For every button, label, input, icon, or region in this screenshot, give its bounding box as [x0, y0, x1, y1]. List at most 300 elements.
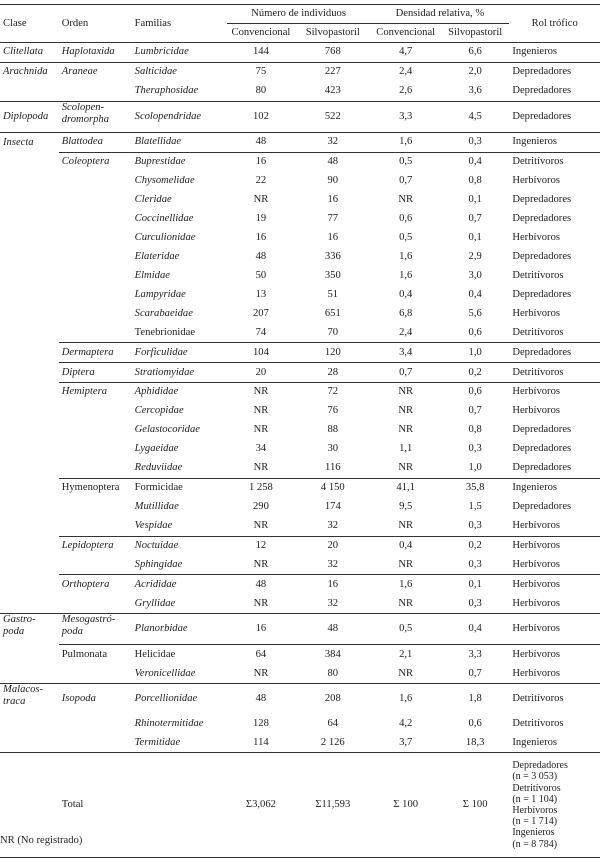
- cell-d-silvopastoril: 0,3: [468, 520, 482, 532]
- cell-rol: Detritívoros: [509, 684, 600, 715]
- cell-rol: Depredadores: [509, 343, 600, 363]
- table-row: [0, 555, 600, 574]
- cell-rol: Depredadores: [512, 250, 572, 262]
- cell-familia: Noctuidae: [132, 536, 227, 555]
- cell-n-convencional: 48: [255, 250, 267, 262]
- cell-n-convencional: NR: [253, 424, 269, 436]
- cell-familia: Buprestidae: [132, 152, 227, 171]
- cell-n-silvopastoril: 32: [327, 597, 339, 609]
- cell-familia: Curculionidae: [134, 231, 196, 243]
- table-row: [0, 285, 600, 304]
- cell-d-silvopastoril: 18,3: [465, 736, 485, 748]
- cell-n-silvopastoril: 32: [327, 520, 339, 532]
- cell-n-silvopastoril: 20: [295, 536, 370, 555]
- cell-d-convencional: 0,4: [399, 288, 413, 300]
- cell-n-silvopastoril: 64: [327, 717, 339, 729]
- total-role-line: (n = 1 714): [512, 816, 558, 828]
- table-row: [0, 210, 600, 229]
- cell-clase: [0, 575, 59, 594]
- cell-clase: [0, 714, 59, 733]
- cell-clase: [0, 343, 59, 363]
- cell-d-silvopastoril: 0,7: [468, 667, 482, 679]
- cell-clase: [0, 733, 59, 752]
- cell-n-silvopastoril: 48: [295, 152, 370, 171]
- table-row: [0, 363, 600, 383]
- cell-orden: Hymenoptera: [59, 478, 132, 497]
- col-orden: Orden: [61, 17, 89, 29]
- cell-rol: Herbívoros: [509, 383, 600, 402]
- cell-clase: [0, 229, 59, 248]
- cell-orden: Diptera: [59, 363, 132, 383]
- table-row: [0, 536, 600, 555]
- cell-n-convencional: NR: [253, 597, 269, 609]
- cell-d-silvopastoril: 0,4: [441, 152, 509, 171]
- cell-n-convencional: 290: [252, 501, 269, 513]
- cell-rol: Herbívoros: [512, 667, 560, 679]
- cell-n-silvopastoril: 208: [295, 684, 370, 715]
- cell-orden: [59, 304, 132, 323]
- cell-rol: Depredadores: [512, 85, 572, 97]
- cell-d-convencional: 0,4: [370, 536, 441, 555]
- cell-n-convencional: NR: [253, 520, 269, 532]
- cell-familia: Helicidae: [132, 645, 227, 664]
- cell-n-silvopastoril: 76: [327, 405, 339, 417]
- cell-orden: [59, 285, 132, 304]
- cell-orden: [59, 459, 132, 478]
- table-row: [0, 247, 600, 266]
- cell-n-convencional: 144: [227, 43, 295, 63]
- cell-d-convencional: 41,1: [370, 478, 441, 497]
- cell-familia: Stratiomyidae: [132, 363, 227, 383]
- cell-clase: [0, 383, 59, 402]
- table-row: [0, 266, 600, 285]
- cell-d-convencional: 4,2: [399, 717, 413, 729]
- cell-clase: [0, 517, 59, 536]
- cell-n-silvopastoril: 30: [327, 443, 339, 455]
- subcol-d-silvopastoril: Silvopastoril: [448, 27, 503, 38]
- cell-n-convencional: 16: [227, 152, 295, 171]
- cell-rol: Detritívoros: [512, 326, 564, 338]
- cell-d-convencional: 1,6: [399, 269, 413, 281]
- cell-familia: Elmidae: [134, 269, 170, 281]
- cell-d-convencional: 2,6: [399, 85, 413, 97]
- table-row: [0, 714, 600, 733]
- table-row: [0, 101, 600, 132]
- cell-orden: [59, 440, 132, 459]
- cell-clase: [0, 402, 59, 421]
- cell-orden: Blattodea: [59, 132, 132, 152]
- cell-familia: Scarabaeidae: [134, 307, 193, 319]
- cell-clase: [0, 645, 59, 664]
- cell-rol: Herbívoros: [512, 558, 560, 570]
- cell-n-silvopastoril: 16: [327, 194, 339, 206]
- table-row: [0, 304, 600, 323]
- cell-familia: Tenebrionidae: [134, 326, 196, 338]
- cell-familia: Lygaeidae: [134, 443, 179, 455]
- table-row: [0, 498, 600, 517]
- cell-d-convencional: NR: [398, 667, 414, 679]
- cell-n-silvopastoril: 70: [327, 326, 339, 338]
- cell-n-convencional: 48: [227, 132, 295, 152]
- cell-d-silvopastoril: 3,0: [468, 269, 482, 281]
- cell-d-silvopastoril: 0,1: [468, 231, 482, 243]
- cell-clase: [0, 555, 59, 574]
- total-d-silvopastoril: Σ 100: [441, 753, 509, 858]
- cell-n-convencional: 1 258: [227, 478, 295, 497]
- cell-d-silvopastoril: 3,3: [441, 645, 509, 664]
- cell-rol: Herbívoros: [509, 614, 600, 645]
- cell-rol: Herbívoros: [512, 231, 560, 243]
- cell-d-silvopastoril: 5,6: [468, 307, 482, 319]
- cell-rol: Ingenieros: [509, 478, 600, 497]
- cell-d-silvopastoril: 0,8: [468, 175, 482, 187]
- cell-n-silvopastoril: 227: [295, 62, 370, 81]
- table-row: [0, 43, 600, 63]
- cell-clase: Clitellata: [0, 43, 59, 63]
- cell-n-convencional: 48: [227, 575, 295, 594]
- table-row: [0, 62, 600, 81]
- cell-n-convencional: 50: [255, 269, 267, 281]
- cell-orden: [59, 266, 132, 285]
- cell-d-silvopastoril: 0,3: [468, 443, 482, 455]
- table-row: [0, 323, 600, 342]
- subcol-n-convencional: Convencional: [231, 27, 291, 38]
- cell-familia: Gryllidae: [134, 597, 176, 609]
- cell-n-silvopastoril: 350: [324, 269, 341, 281]
- total-role-line: Detritívoros: [512, 782, 561, 794]
- cell-d-silvopastoril: 0,4: [468, 288, 482, 300]
- cell-n-convencional: 34: [255, 443, 267, 455]
- col-rol-trofico: Rol trófico: [531, 17, 578, 29]
- cell-d-convencional: NR: [398, 424, 414, 436]
- cell-familia: Rhinotermitidae: [134, 717, 204, 729]
- cell-n-silvopastoril: 28: [295, 363, 370, 383]
- cell-clase: [0, 210, 59, 229]
- cell-clase: [0, 304, 59, 323]
- cell-n-convencional: 22: [255, 175, 267, 187]
- table-row: [0, 191, 600, 210]
- total-role-line: Ingenieros: [512, 827, 555, 839]
- cell-n-silvopastoril: 90: [327, 175, 339, 187]
- cell-d-silvopastoril: 35,8: [441, 478, 509, 497]
- table-row: [0, 517, 600, 536]
- cell-n-convencional: 128: [252, 717, 269, 729]
- cell-n-convencional: 114: [253, 736, 269, 748]
- cell-rol: Herbívoros: [509, 536, 600, 555]
- cell-orden: Orthoptera: [59, 575, 132, 594]
- cell-d-convencional: 0,5: [399, 231, 413, 243]
- table-row: [0, 664, 600, 683]
- cell-orden: Isopoda: [59, 684, 132, 715]
- cell-d-silvopastoril: 2,0: [441, 62, 509, 81]
- cell-d-silvopastoril: 0,2: [441, 363, 509, 383]
- cell-n-silvopastoril: 72: [295, 383, 370, 402]
- cell-familia: Chysomelidae: [134, 175, 195, 187]
- cell-orden: [59, 191, 132, 210]
- cell-clase: Insecta: [0, 132, 59, 152]
- cell-rol: Detritívoros: [509, 152, 600, 171]
- cell-d-convencional: 6,8: [399, 307, 413, 319]
- cell-d-convencional: NR: [370, 383, 441, 402]
- cell-n-silvopastoril: 336: [324, 250, 341, 262]
- cell-orden: Araneae: [59, 62, 132, 81]
- cell-d-silvopastoril: 0,8: [468, 424, 482, 436]
- cell-rol: Depredadores: [509, 62, 600, 81]
- total-row: [0, 753, 600, 858]
- table-row: [0, 132, 600, 152]
- cell-d-silvopastoril: 4,5: [441, 101, 509, 132]
- cell-rol: Detritívoros: [512, 717, 564, 729]
- cell-d-silvopastoril: 2,9: [468, 250, 482, 262]
- cell-clase: Malacos- traca: [0, 684, 59, 715]
- cell-orden: Hemiptera: [59, 383, 132, 402]
- cell-n-silvopastoril: 768: [295, 43, 370, 63]
- cell-n-silvopastoril: 423: [324, 85, 341, 97]
- cell-n-convencional: 20: [227, 363, 295, 383]
- table-row: [0, 594, 600, 613]
- table-row: [0, 421, 600, 440]
- cell-rol: Herbívoros: [512, 520, 560, 532]
- cell-d-convencional: 1,1: [399, 443, 413, 455]
- cell-n-convencional: NR: [253, 462, 269, 474]
- cell-familia: Sphingidae: [134, 558, 183, 570]
- cell-orden: [59, 82, 132, 101]
- cell-clase: [0, 664, 59, 683]
- cell-clase: [0, 594, 59, 613]
- cell-familia: Termitidae: [134, 736, 181, 748]
- cell-familia: Mutillidae: [134, 501, 179, 513]
- cell-n-convencional: 80: [255, 85, 267, 97]
- cell-clase: [0, 421, 59, 440]
- cell-n-silvopastoril: 522: [295, 101, 370, 132]
- cell-d-convencional: 1,6: [370, 684, 441, 715]
- cell-d-silvopastoril: 0,3: [468, 597, 482, 609]
- cell-d-silvopastoril: 1,0: [441, 343, 509, 363]
- cell-d-convencional: 1,6: [399, 250, 413, 262]
- table-row: [0, 152, 600, 171]
- cell-n-silvopastoril: 120: [295, 343, 370, 363]
- total-label: Total: [59, 753, 132, 858]
- cell-clase: Diplopoda: [0, 101, 59, 132]
- cell-d-convencional: 9,5: [399, 501, 413, 513]
- cell-d-silvopastoril: 3,6: [468, 85, 482, 97]
- cell-orden: [59, 421, 132, 440]
- cell-clase: [0, 285, 59, 304]
- cell-n-convencional: NR: [253, 558, 269, 570]
- cell-n-silvopastoril: 80: [327, 667, 339, 679]
- cell-d-convencional: 2,4: [399, 326, 413, 338]
- cell-d-convencional: NR: [398, 405, 414, 417]
- cell-rol: Herbívoros: [512, 307, 560, 319]
- cell-n-silvopastoril: 174: [324, 501, 341, 513]
- cell-rol: Depredadores: [512, 194, 572, 206]
- cell-n-silvopastoril: 88: [327, 424, 339, 436]
- cell-orden: [59, 210, 132, 229]
- subcol-d-convencional: Convencional: [376, 27, 436, 38]
- table-row: [0, 229, 600, 248]
- cell-n-convencional: 75: [227, 62, 295, 81]
- cell-rol: Herbívoros: [512, 175, 560, 187]
- cell-orden: [59, 714, 132, 733]
- cell-d-convencional: 0,7: [399, 175, 413, 187]
- total-role-line: (n = 8 784): [512, 838, 558, 850]
- cell-d-silvopastoril: 1,0: [468, 462, 482, 474]
- cell-rol: Detritívoros: [509, 363, 600, 383]
- cell-rol: Herbívoros: [512, 597, 560, 609]
- cell-rol: Depredadores: [512, 443, 572, 455]
- total-role-line: (n = 1 104): [512, 793, 558, 805]
- cell-clase: [0, 536, 59, 555]
- cell-d-convencional: 3,3: [370, 101, 441, 132]
- cell-n-convencional: 102: [227, 101, 295, 132]
- total-n-silvopastoril: Σ11,593: [295, 753, 370, 858]
- cell-rol: Herbívoros: [509, 575, 600, 594]
- table-row: [0, 478, 600, 497]
- cell-clase: [0, 266, 59, 285]
- cell-d-silvopastoril: 0,1: [441, 575, 509, 594]
- cell-n-convencional: 48: [227, 684, 295, 715]
- table-row: [0, 383, 600, 402]
- cell-d-silvopastoril: 0,1: [468, 194, 482, 206]
- cell-n-silvopastoril: 32: [327, 558, 339, 570]
- cell-clase: Gastro- poda: [0, 614, 59, 645]
- cell-orden: Scolopen- dromorpha: [59, 101, 132, 132]
- cell-n-silvopastoril: 2 126: [320, 736, 345, 748]
- cell-orden: Dermaptera: [59, 343, 132, 363]
- cell-familia: Blatellidae: [132, 132, 227, 152]
- total-role-line: Depredadores: [512, 760, 568, 772]
- cell-clase: [0, 498, 59, 517]
- table-row: [0, 645, 600, 664]
- cell-n-silvopastoril: 4 150: [295, 478, 370, 497]
- col-clase: Clase: [3, 17, 27, 29]
- cell-orden: [59, 172, 132, 191]
- table-row: [0, 459, 600, 478]
- cell-n-convencional: 207: [252, 307, 269, 319]
- cell-d-convencional: 0,5: [370, 152, 441, 171]
- cell-orden: Haplotaxida: [59, 43, 132, 63]
- cell-familia: Aphididae: [132, 383, 227, 402]
- cell-familia: Salticidae: [132, 62, 227, 81]
- total-roles: [509, 753, 600, 858]
- cell-n-convencional: 104: [227, 343, 295, 363]
- cell-orden: [59, 555, 132, 574]
- cell-clase: [0, 323, 59, 342]
- cell-n-silvopastoril: 16: [327, 231, 339, 243]
- cell-n-convencional: NR: [253, 194, 269, 206]
- cell-d-silvopastoril: 0,7: [468, 405, 482, 417]
- cell-n-convencional: 16: [255, 231, 267, 243]
- cell-familia: Veronicellidae: [134, 667, 196, 679]
- cell-familia: Cleridae: [134, 194, 172, 206]
- cell-familia: Planorbidae: [132, 614, 227, 645]
- cell-n-silvopastoril: 16: [295, 575, 370, 594]
- cell-d-convencional: NR: [398, 520, 414, 532]
- cell-familia: Porcellionidae: [132, 684, 227, 715]
- cell-rol: Depredadores: [512, 462, 572, 474]
- cell-clase: [0, 152, 59, 171]
- cell-d-convencional: 0,7: [370, 363, 441, 383]
- cell-n-convencional: 16: [227, 614, 295, 645]
- cell-n-silvopastoril: 384: [295, 645, 370, 664]
- total-role-line: Herbívoros: [512, 805, 558, 816]
- cell-orden: Coleoptera: [59, 152, 132, 171]
- cell-familia: Gelastocoridae: [134, 424, 200, 436]
- cell-d-convencional: 3,4: [370, 343, 441, 363]
- cell-familia: Coccinellidae: [134, 213, 194, 225]
- subcol-n-silvopastoril: Silvopastoril: [305, 27, 360, 38]
- cell-familia: Vespidae: [134, 520, 173, 532]
- cell-n-convencional: 74: [255, 326, 267, 338]
- cell-rol: Detritívoros: [512, 269, 564, 281]
- cell-clase: [0, 247, 59, 266]
- cell-d-convencional: 0,6: [399, 213, 413, 225]
- cell-d-convencional: 1,6: [370, 132, 441, 152]
- cell-familia: Reduviidae: [134, 462, 183, 474]
- cell-familia: Elateridae: [134, 250, 180, 262]
- table-row: [0, 343, 600, 363]
- cell-familia: Lampyridae: [134, 288, 186, 300]
- cell-n-convencional: NR: [253, 667, 269, 679]
- cell-n-convencional: 64: [227, 645, 295, 664]
- cell-d-convencional: NR: [398, 597, 414, 609]
- cell-d-silvopastoril: 0,3: [468, 558, 482, 570]
- cell-d-convencional: 4,7: [370, 43, 441, 63]
- cell-clase: [0, 172, 59, 191]
- cell-d-convencional: NR: [398, 462, 414, 474]
- cell-d-silvopastoril: 0,4: [441, 614, 509, 645]
- taxa-table: [0, 4, 600, 858]
- cell-d-convencional: 2,1: [370, 645, 441, 664]
- cell-rol: Herbívoros: [509, 645, 600, 664]
- table-row: [0, 575, 600, 594]
- cell-rol: Depredadores: [512, 501, 572, 513]
- cell-rol: Ingenieros: [509, 132, 600, 152]
- cell-orden: [59, 402, 132, 421]
- cell-orden: [59, 733, 132, 752]
- table-row: [0, 402, 600, 421]
- cell-rol: Depredadores: [512, 213, 572, 225]
- cell-n-silvopastoril: 32: [295, 132, 370, 152]
- cell-d-convencional: 2,4: [370, 62, 441, 81]
- cell-d-silvopastoril: 0,2: [441, 536, 509, 555]
- cell-d-convencional: 0,5: [370, 614, 441, 645]
- cell-d-silvopastoril: 0,6: [468, 326, 482, 338]
- col-numero-individuos: Número de individuos: [227, 5, 371, 24]
- cell-d-convencional: 3,7: [399, 736, 413, 748]
- table-row: [0, 82, 600, 101]
- cell-d-silvopastoril: 1,5: [468, 501, 482, 513]
- cell-orden: Lepidoptera: [59, 536, 132, 555]
- cell-orden: [59, 323, 132, 342]
- cell-n-silvopastoril: 48: [295, 614, 370, 645]
- cell-n-convencional: 12: [227, 536, 295, 555]
- cell-clase: [0, 459, 59, 478]
- col-densidad-relativa: Densidad relativa, %: [370, 5, 509, 24]
- cell-d-convencional: NR: [398, 558, 414, 570]
- cell-rol: Herbívoros: [512, 405, 560, 417]
- cell-clase: [0, 191, 59, 210]
- cell-d-silvopastoril: 6,6: [441, 43, 509, 63]
- cell-familia: Lumbricidae: [132, 43, 227, 63]
- cell-d-convencional: 1,6: [370, 575, 441, 594]
- cell-orden: Pulmonata: [59, 645, 132, 664]
- cell-clase: [0, 478, 59, 497]
- cell-orden: [59, 664, 132, 683]
- cell-d-silvopastoril: 0,6: [468, 717, 482, 729]
- cell-clase: [0, 363, 59, 383]
- cell-familia: Scolopendridae: [132, 101, 227, 132]
